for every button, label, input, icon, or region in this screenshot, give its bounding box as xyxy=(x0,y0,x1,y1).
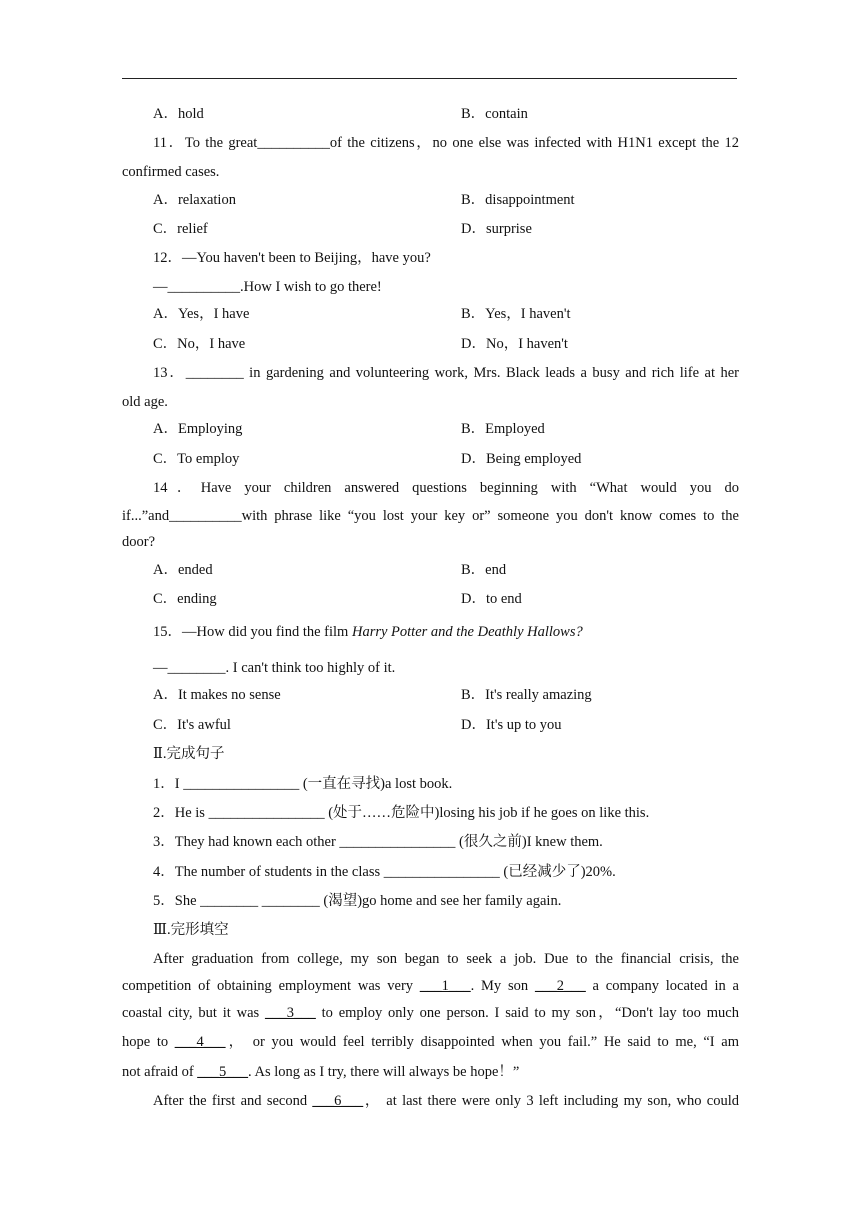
q12-option-a: A．Yes，I have xyxy=(153,306,250,322)
passage-text: to employ only one person. I said to my son，“Don't lay too much xyxy=(315,1005,739,1021)
section2-item-2: 2．He is ________________ (处于……危险中)losing his job if he goes on like this. xyxy=(153,805,650,821)
q13-option-d: D．Being employed xyxy=(461,451,582,467)
q11-option-b: B．disappointment xyxy=(461,192,575,208)
q15-film-title: Harry Potter and the Deathly Hallows? xyxy=(351,624,583,640)
q14-option-c: C．ending xyxy=(153,591,217,607)
passage-text: . My son xyxy=(470,978,535,994)
passage-text: ， at last there were only 3 left including my son, who could xyxy=(363,1093,739,1109)
q12-option-d: D．No，I haven't xyxy=(461,336,568,352)
passage-line-4 xyxy=(122,1033,739,1051)
q15-option-c: C．It's awful xyxy=(153,717,231,733)
q15-answer-line: —________. I can't think too highly of it. xyxy=(153,660,396,676)
q12-option-c: C．No，I have xyxy=(153,336,246,352)
passage-text: After the first and second xyxy=(153,1093,313,1109)
cloze-blank-5: ___5___ xyxy=(197,1064,249,1080)
q12-stem: 12．—You haven't been to Beijing，have you? xyxy=(153,250,431,266)
header-rule xyxy=(122,78,737,79)
section2-item-3: 3．They had known each other ________________ (很久之前)I knew them. xyxy=(153,834,603,850)
passage-line-2 xyxy=(122,977,739,995)
q14-option-a: A．ended xyxy=(153,562,213,578)
passage-text: coastal city, but it was xyxy=(122,1005,266,1021)
q13-option-b: B．Employed xyxy=(461,421,545,437)
passage-text: not afraid of xyxy=(122,1064,198,1080)
q15-option-b: B．It's really amazing xyxy=(461,687,592,703)
q14-option-b: B．end xyxy=(461,562,507,578)
q13-option-c: C．To employ xyxy=(153,451,240,467)
q11-option-a: A．relaxation xyxy=(153,192,236,208)
q11-stem-line2: confirmed cases. xyxy=(122,164,220,180)
section3-heading: Ⅲ.完形填空 xyxy=(153,922,229,938)
q14-stem-line1: 14．Have your children answered questions beginning with “What would you do xyxy=(153,480,739,496)
q12-answer-line: —__________.How I wish to go there! xyxy=(153,279,382,295)
q11-option-d: D．surprise xyxy=(461,221,532,237)
section2-item-1: 1．I ________________ (一直在寻找)a lost book. xyxy=(153,776,453,792)
passage-line-6 xyxy=(122,1092,739,1110)
q15-stem xyxy=(153,623,583,641)
section2-item-5: 5．She ________ ________ (渴望)go home and see her family again. xyxy=(153,893,562,909)
passage-text: a company located in a xyxy=(585,978,739,994)
q14-stem-line2: if...”and__________with phrase like “you lost your key or” someone you don't know comes to the xyxy=(122,508,739,524)
section2-heading: Ⅱ.完成句子 xyxy=(153,746,225,762)
passage-text: hope to xyxy=(122,1034,175,1050)
passage-line-5 xyxy=(122,1063,519,1081)
cloze-blank-4: ___4___ xyxy=(174,1034,226,1050)
passage-text: competition of obtaining employment was very xyxy=(122,978,420,994)
q10-option-a: A．hold xyxy=(153,106,204,122)
cloze-blank-6: ___6___ xyxy=(312,1093,364,1109)
q13-option-a: A．Employing xyxy=(153,421,243,437)
cloze-blank-2: ___2___ xyxy=(534,978,586,994)
cloze-blank-1: ___1___ xyxy=(419,978,471,994)
cloze-blank-3: ___3___ xyxy=(265,1005,316,1021)
passage-line-3 xyxy=(122,1004,739,1022)
q11-stem-line1: 11．To the great__________of the citizens，no one else was infected with H1N1 except the 12 xyxy=(153,135,739,151)
q14-stem-line3: door? xyxy=(122,534,156,550)
passage-text: . As long as I try, there will always be hope！” xyxy=(248,1064,520,1080)
q14-option-d: D．to end xyxy=(461,591,522,607)
q13-stem-line2: old age. xyxy=(122,394,168,410)
q13-stem-line1: 13．________ in gardening and volunteering work, Mrs. Black leads a busy and rich life at her xyxy=(153,365,739,381)
section2-item-4: 4．The number of students in the class ________________ (已经减少了)20%. xyxy=(153,864,616,880)
q11-option-c: C．relief xyxy=(153,221,208,237)
q12-option-b: B．Yes，I haven't xyxy=(461,306,571,322)
q15-option-a: A．It makes no sense xyxy=(153,687,281,703)
q15-stem-prefix: 15．—How did you find the film xyxy=(153,624,352,640)
q15-option-d: D．It's up to you xyxy=(461,717,562,733)
q10-option-b: B．contain xyxy=(461,106,528,122)
passage-line-1: After graduation from college, my son began to seek a job. Due to the financial crisis, the xyxy=(153,951,739,967)
passage-text: ， or you would feel terribly disappointed when you fail.” He said to me, “I am xyxy=(225,1034,739,1050)
